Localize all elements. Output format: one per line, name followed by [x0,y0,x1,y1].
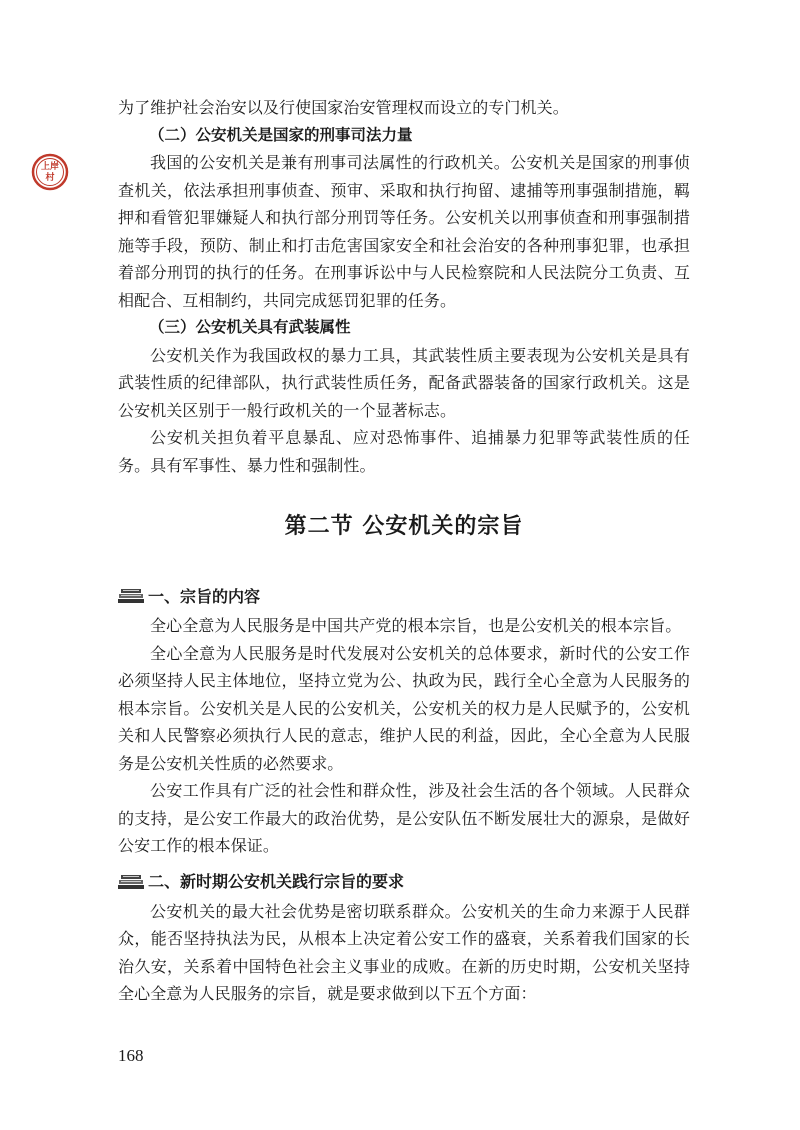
paragraph-criminal-justice: 我国的公安机关是兼有刑事司法属性的行政机关。公安机关是国家的刑事侦查机关，依法承担刑事侦查、预审、采取和执行拘留、逮捕等刑事强制措施，羁押和看管犯罪嫌疑人和执行部分刑罚等任务。公安机关以刑事侦查和刑事强制措施等手段，预防、制止和打击危害国家安全和社会治安的各种刑事犯罪，也承担着部分刑罚的执行的任务。在刑事诉讼中与人民检察院和人民法院分工负责、互相配合、互相制约，共同完成惩罚犯罪的任务。 [118,153,690,310]
subheading-armed-attribute: （三）公安机关具有武装属性 [149,318,351,336]
paragraph-continuation: 为了维护社会治安以及行使国家治安管理权而设立的专门机关。 [118,98,569,117]
svg-text:上岸: 上岸 [40,162,60,172]
book-stack-icon [118,872,146,890]
heading-new-era-requirements [118,866,690,896]
paragraph-armed-attribute-1: 公安机关作为我国政权的暴力工具，其武装性质主要表现为公安机关是具有武装性质的纪律部队，执行武装性质任务，配备武器装备的国家行政机关。这是公安机关区别于一般行政机关的一个显著标志。 [118,345,690,420]
page-number: 168 [118,1046,144,1065]
book-stack-icon [118,586,146,604]
page-body [118,94,690,1008]
section-title: 第二节 公安机关的宗旨 [284,514,524,539]
heading-purpose-content-label: 一、宗旨的内容 [148,586,261,606]
seal-stamp-icon [30,152,70,192]
paragraph-purpose-1: 全心全意为人民服务是中国共产党的根本宗旨，也是公安机关的根本宗旨。 [150,616,682,635]
heading-new-era-requirements-label: 二、新时期公安机关践行宗旨的要求 [148,872,405,891]
paragraph-armed-attribute-2: 公安机关担负着平息暴乱、应对恐怖事件、追捕暴力犯罪等武装性质的任务。具有军事性、暴力性和强制性。 [118,428,690,475]
subheading-criminal-justice: （二）公安机关是国家的刑事司法力量 [149,125,413,144]
paragraph-purpose-3: 公安工作具有广泛的社会性和群众性，涉及社会生活的各个领域。人民群众的支持，是公安工作最大的政治优势，是公安队伍不断发展壮大的源泉，是做好公安工作的根本保证。 [118,781,690,855]
heading-purpose-content [118,580,690,610]
paragraph-purpose-2: 全心全意为人民服务是时代发展对公安机关的总体要求，新时代的公安工作必须坚持人民主体地位，坚持立党为公、执政为民，践行全心全意为人民服务的根本宗旨。公安机关是人民的公安机关，公安机关的权力是人民赋予的，公安机关和人民警察必须执行人民的意志，维护人民的利益，因此，全心全意为人民服务是公安机关性质的必然要求。 [118,643,690,773]
svg-text:村: 村 [45,173,55,183]
paragraph-requirements-1: 公安机关的最大社会优势是密切联系群众。公安机关的生命力来源于人民群众，能否坚持执法为民，从根本上决定着公安工作的盛衰，关系着我们国家的长治久安，关系着中国特色社会主义事业的成败。在新的历史时期，公安机关坚持全心全意为人民服务的宗旨，就是要求做到以下五个方面： [118,901,690,1003]
